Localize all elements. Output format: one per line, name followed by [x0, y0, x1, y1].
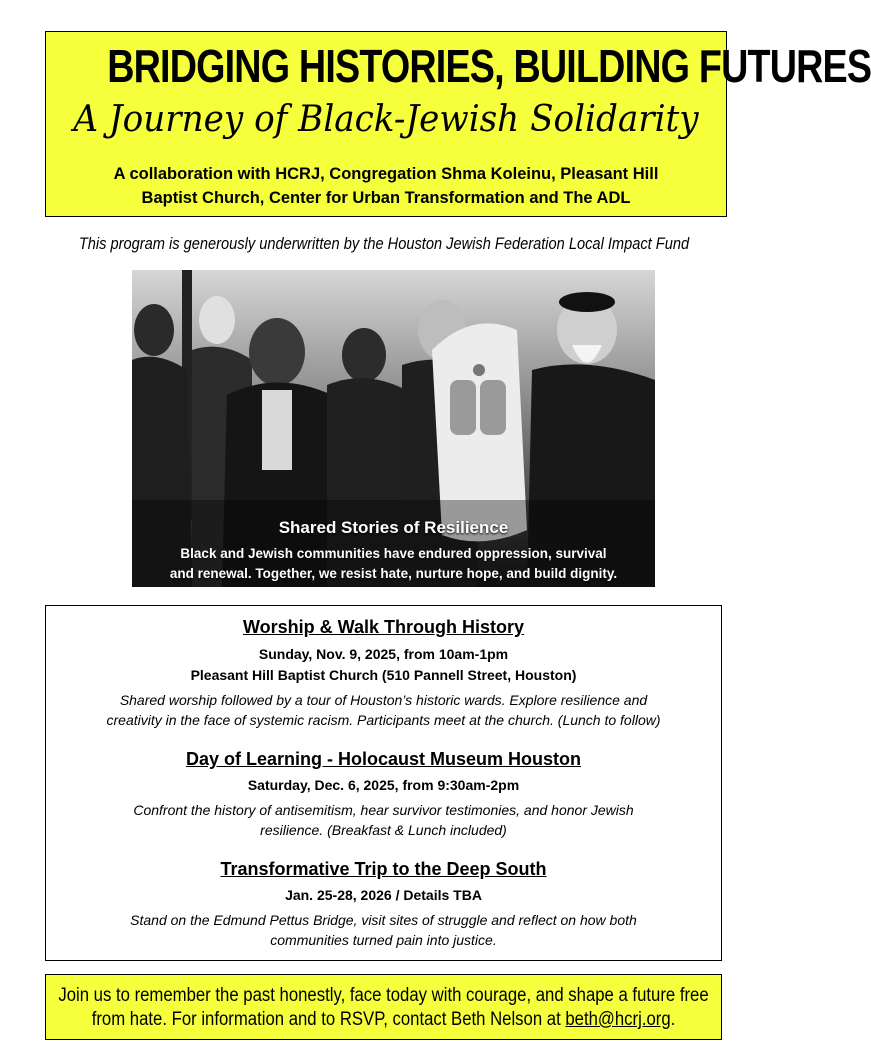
event-1-description-line-1: Shared worship followed by a tour of Houston’s historic wards. Explore resilience and	[119, 692, 648, 708]
footer-text	[51, 984, 715, 1032]
collaboration-text	[56, 162, 716, 210]
page-subtitle: A Journey of Black-Jewish Solidarity	[73, 99, 699, 140]
event-2-description-line-2: resilience. (Breakfast & Lunch included)	[260, 822, 507, 838]
historic-photo	[132, 270, 655, 587]
footer-line-2-prefix: from hate. For information and to RSVP, contact Beth Nelson at	[91, 1009, 566, 1030]
photo-caption-line-2: and renewal. Together, we resist hate, nurture hope, and build dignity.	[169, 566, 618, 581]
event-1-title: Worship & Walk Through History	[242, 617, 524, 637]
event-2-date: Saturday, Dec. 6, 2025, from 9:30am-2pm	[247, 777, 520, 793]
event-1-description-line-2: creativity in the face of systemic racism. Participants meet at the church. (Lunch to follow)	[106, 712, 661, 728]
footer-line-2	[51, 1008, 715, 1032]
photo-caption-title: Shared Stories of Resilience	[278, 518, 509, 537]
footer-banner	[45, 974, 722, 1040]
photo-caption-line-1: Black and Jewish communities have endured oppression, survival	[180, 546, 607, 561]
events-section	[45, 605, 722, 961]
photo-caption-body	[142, 544, 645, 584]
event-3-description-line-1: Stand on the Edmund Pettus Bridge, visit sites of struggle and reflect on how both	[130, 912, 637, 928]
event-3-title: Transformative Trip to the Deep South	[220, 859, 547, 879]
event-2-description-line-1: Confront the history of antisemitism, hear survivor testimonies, and honor Jewish	[133, 802, 634, 818]
event-3-description-line-2: communities turned pain into justice.	[270, 932, 497, 948]
collaboration-line-2: Baptist Church, Center for Urban Transformation and The ADL	[141, 189, 631, 207]
event-1-date: Sunday, Nov. 9, 2025, from 10am-1pm	[258, 646, 509, 662]
historic-photo-illustration	[132, 270, 655, 587]
page-title: BRIDGING HISTORIES, BUILDING FUTURES	[107, 40, 871, 92]
event-3-date: Jan. 25-28, 2026 / Details TBA	[285, 887, 482, 903]
collaboration-line-1: A collaboration with HCRJ, Congregation Shma Koleinu, Pleasant Hill	[113, 165, 659, 183]
event-1-location: Pleasant Hill Baptist Church (510 Pannell Street, Houston)	[190, 667, 577, 683]
footer-line-1: Join us to remember the past honestly, face today with courage, and shape a future free	[58, 985, 709, 1006]
underwriting-note: This program is generously underwritten by the Houston Jewish Federation Local Impact Fund	[78, 234, 690, 253]
event-2-title: Day of Learning - Holocaust Museum Houston	[185, 749, 582, 769]
footer-line-2-suffix: .	[670, 1009, 676, 1030]
header-banner	[45, 31, 871, 217]
contact-email-link[interactable]: beth@hcrj.org	[565, 1009, 671, 1030]
